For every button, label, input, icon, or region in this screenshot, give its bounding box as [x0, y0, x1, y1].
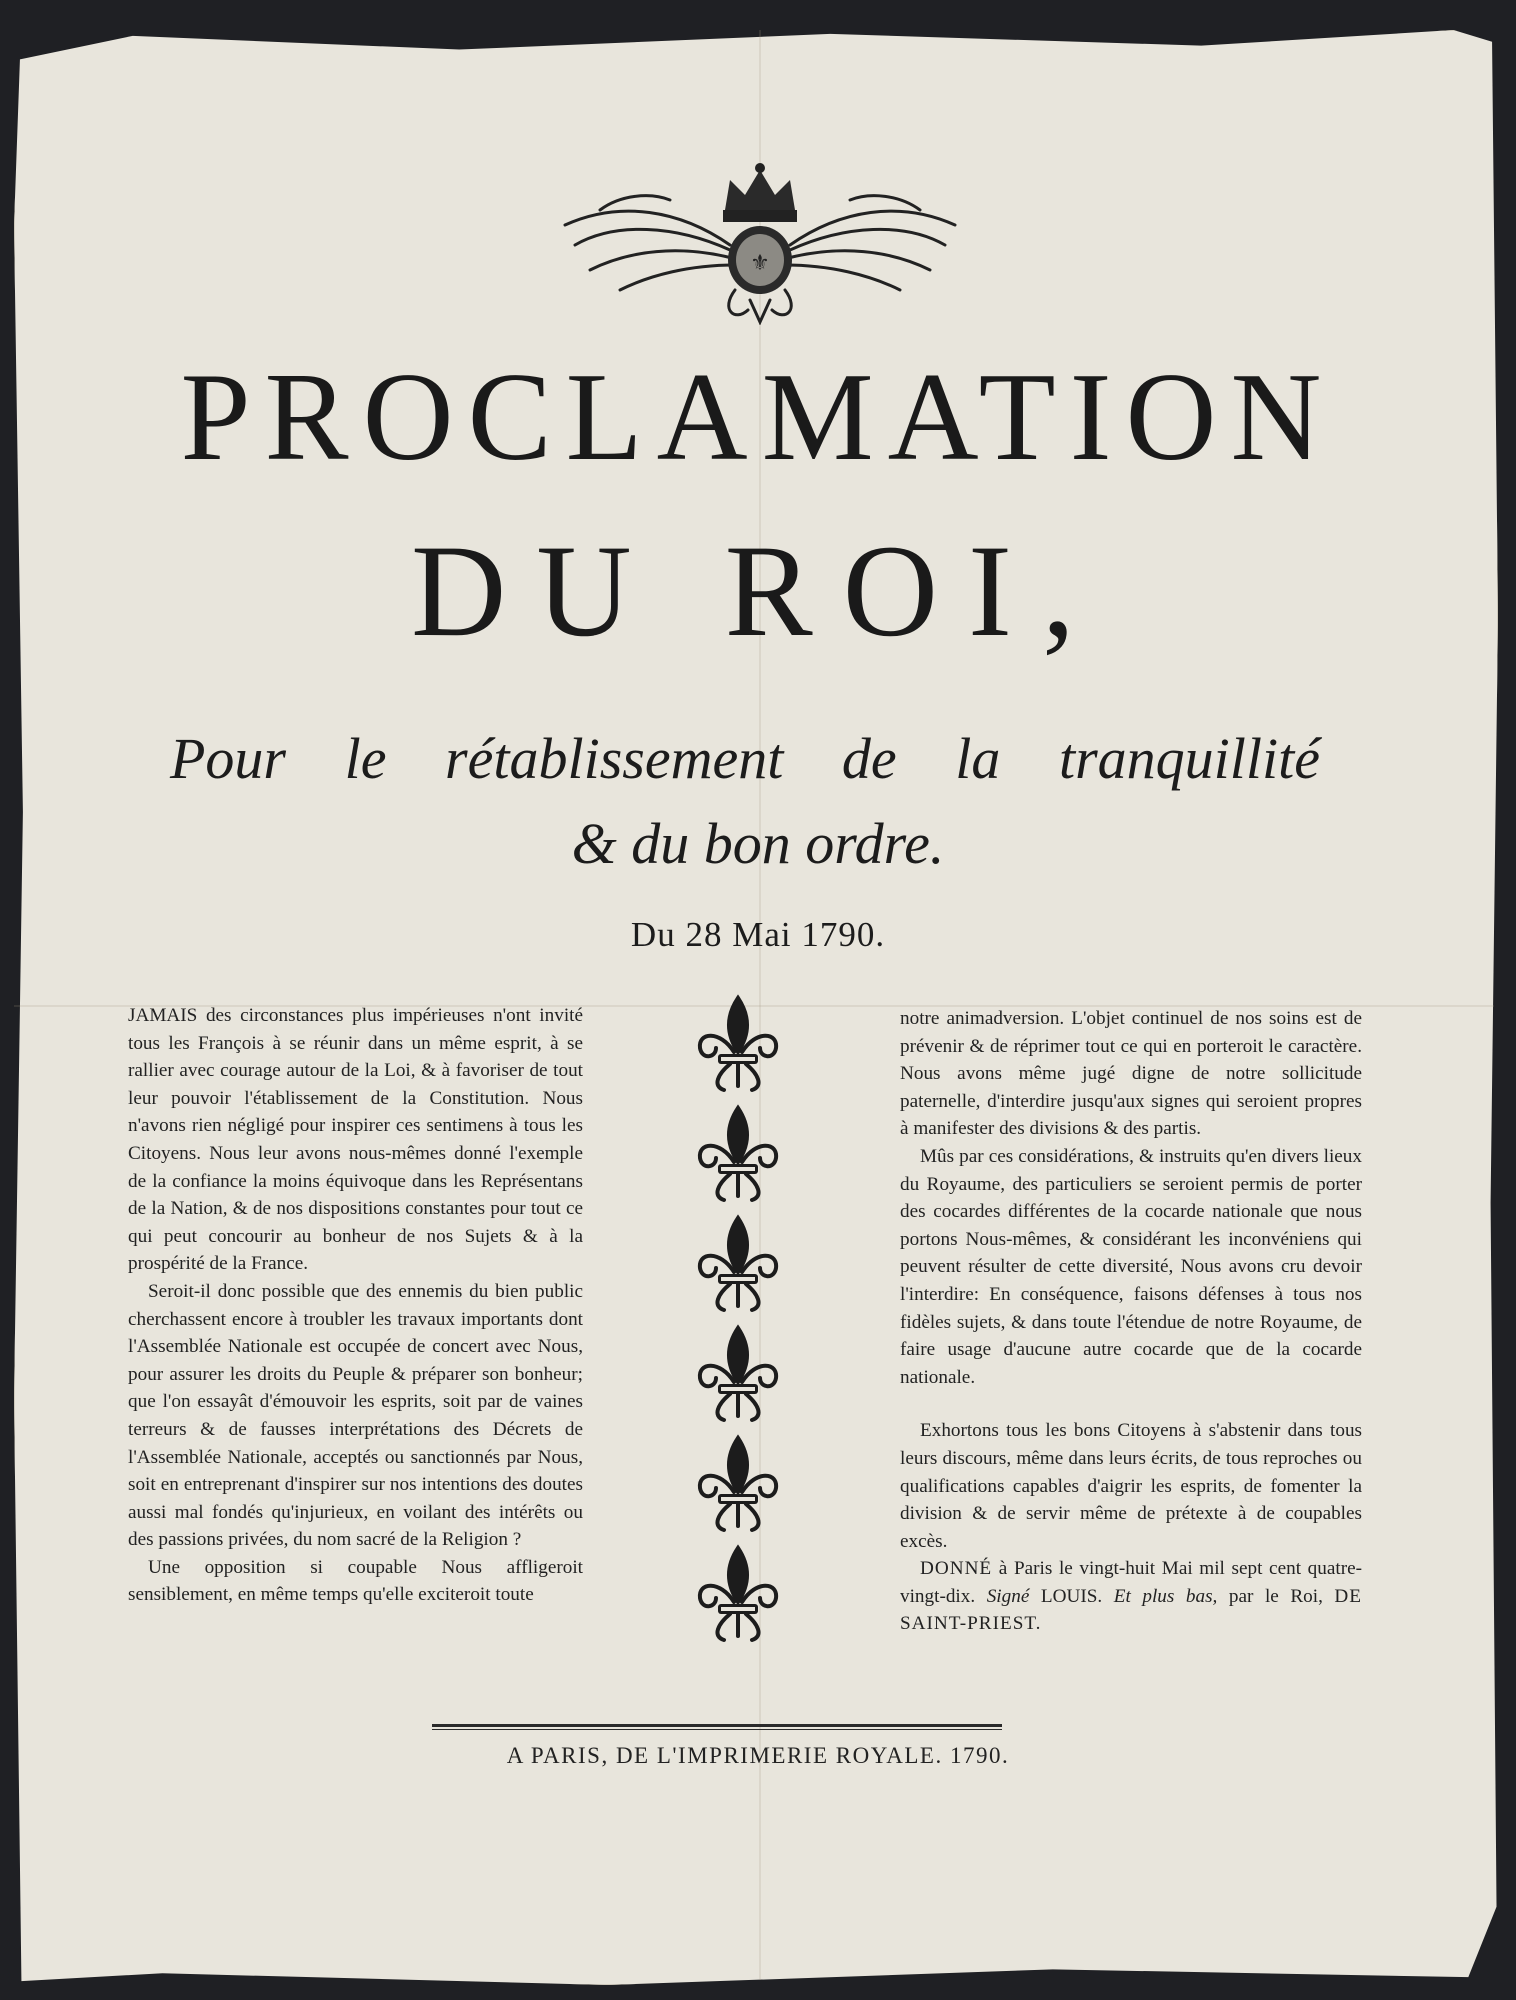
title-proclamation: PROCLAMATION	[180, 348, 1336, 487]
right-paragraph-3: Exhortons tous les bons Citoyens à s'abstenir dans tous leurs discours, même dans leurs écrits, de tous reproches ou qualifications capables d'aigrir les esprits, de fomenter la division & de servir même de prétexte à de coupables excès.	[900, 1420, 1362, 1552]
signe-word: Signé	[986, 1585, 1030, 1607]
subtitle-line-2: & du bon ordre.	[571, 811, 945, 876]
fleur-de-lis-icon	[690, 1210, 786, 1314]
right-paragraph-1: notre animadversion. L'objet continuel de nos soins est de prévenir & de réprimer tout ce qui en porteroit le caractère. Nous avons même jugé digne de notre sollicitude paternelle, d'interdire jusqu'aux signes qui seroient propres à manifester des divisions & des partis.	[900, 1008, 1362, 1140]
royal-crown-arms-icon	[560, 150, 960, 325]
title-du-roi: DU ROI,	[411, 517, 1105, 664]
left-text-column	[128, 1002, 583, 1609]
signature-louis: LOUIS.	[1029, 1585, 1114, 1607]
fleur-de-lis-icon	[690, 1100, 786, 1204]
fleur-de-lis-column	[688, 990, 788, 1650]
proclamation-date: Du 28 Mai 1790.	[630, 915, 886, 954]
left-paragraph-3: Une opposition si coupable Nous affligeroit sensiblement, en même temps qu'elle exciteroit toute	[128, 1556, 583, 1606]
plus-bas-words: Et plus bas,	[1113, 1585, 1218, 1607]
subtitle-line-1: Pour le rétablissement de la tranquillité	[170, 726, 1320, 791]
signature-saint-priest: DE SAINT-PRIEST.	[900, 1585, 1362, 1635]
fleur-de-lis-icon	[690, 990, 786, 1094]
footer-rule-thick	[432, 1724, 1002, 1727]
donne-text-a: à Paris le vingt-huit Mai mil sept cent quatre-vingt-dix.	[900, 1558, 1362, 1607]
right-paragraph-2: Mûs par ces considérations, & instruits qu'en divers lieux du Royaume, des particuliers se seroient permis de porter des cocardes différentes de la cocarde nationale que nous portons Nous-mêmes, & considérant les inconvéniens qui peuvent résulter de cette diversité, Nous avons cru devoir l'interdire: En conséquence, faisons défenses à tous nos fidèles sujets, & dans toute l'étendue de notre Royaume, de faire usage d'aucune autre cocarde que de la cocarde nationale.	[900, 1145, 1362, 1388]
fleur-de-lis-icon	[690, 1430, 786, 1534]
right-paragraph-4	[900, 1555, 1362, 1638]
svg-text:⚜: ⚜	[750, 251, 770, 276]
footer-rule-thin	[432, 1729, 1002, 1730]
donne-text-b: par le Roi,	[1217, 1585, 1335, 1607]
left-paragraph-2: Seroit-il donc possible que des ennemis du bien public cherchassent encore à troubler les travaux importants dont l'Assemblée Nationale est occupée de concert avec Nous, pour assurer les droits du Peuple & préparer son bonheur; que l'on essayât d'émouvoir les esprits, soit par de vaines terreurs & de fausses interprétations des Décrets de l'Assemblée Nationale, acceptés ou sanctionnés par Nous, soit en entreprenant d'inspirer sur nos intentions des doutes aussi mal fondés qu'injurieux, en voilant des intérêts ou des passions privées, du nom sacré de la Religion ?	[128, 1280, 583, 1551]
right-text-column	[900, 1005, 1362, 1638]
fleur-de-lis-icon	[690, 1540, 786, 1644]
printer-imprint: A PARIS, DE L'IMPRIMERIE ROYALE. 1790.	[506, 1743, 1010, 1768]
fleur-de-lis-icon	[690, 1320, 786, 1424]
donne-lead: DONNÉ	[920, 1558, 993, 1580]
left-paragraph-1: JAMAIS des circonstances plus impérieuses n'ont invité tous les François à se réunir dans un même esprit, à se rallier avec courage autour de la Loi, & à favoriser de tout leur pouvoir l'établissement de la Constitution. Nous n'avons rien négligé pour inspirer ces sentimens à tous les Citoyens. Nous leur avons nous-mêmes donné l'exemple de la confiance la moins équivoque dans les Représentans de la Nation, & de nos dispositions constantes pour tout ce qui peut concourir au bonheur de nos Sujets & à la prospérité de la France.	[128, 1005, 583, 1275]
